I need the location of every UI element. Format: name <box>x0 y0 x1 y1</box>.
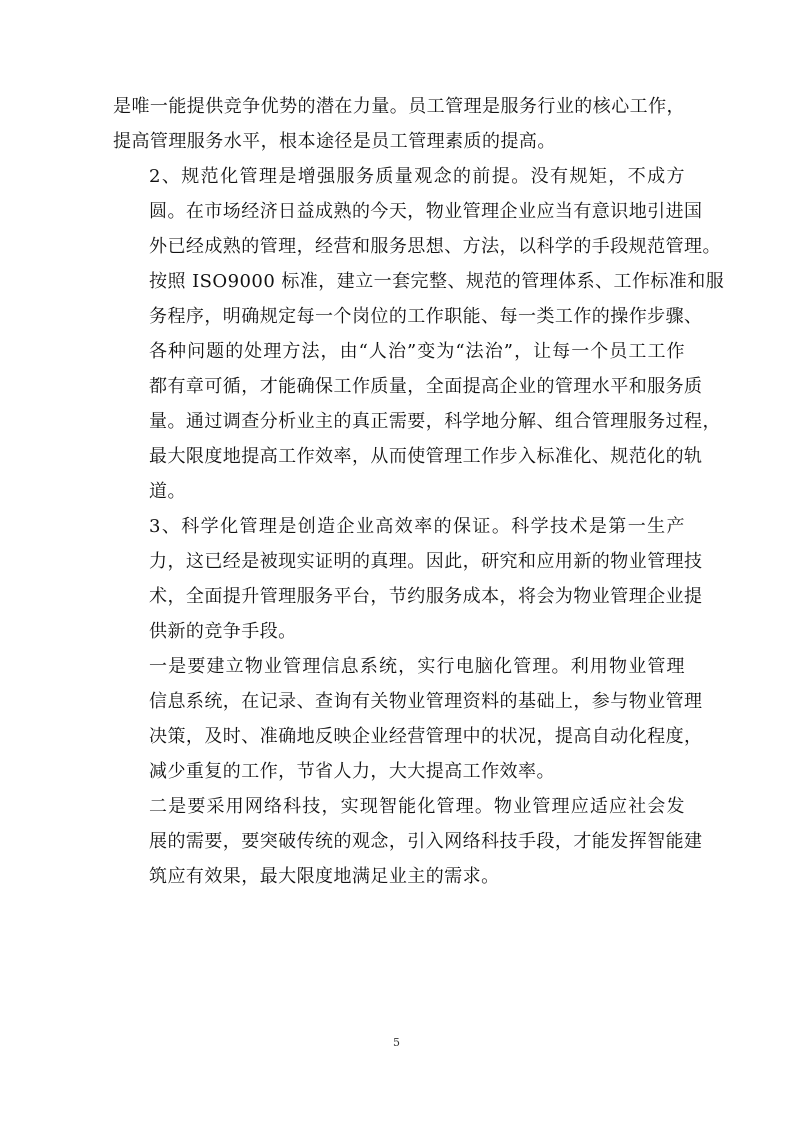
text-line: 术，全面提升管理服务平台，节约服务成本，将会为物业管理企业提 <box>149 586 703 607</box>
paragraph-p3 <box>113 509 703 649</box>
text-line: 决策，及时、准确地反映企业经营管理中的状况，提高自动化程度， <box>149 726 703 747</box>
text-line: 信息系统，在记录、查询有关物业管理资料的基础上，参与物业管理 <box>149 691 703 712</box>
text-line: 3、科学化管理是创造企业高效率的保证。科学技术是第一生产 <box>149 516 685 537</box>
text-line: 二是要采用网络科技，实现智能化管理。物业管理应适应社会发 <box>149 796 685 817</box>
text-line: 一是要建立物业管理信息系统，实行电脑化管理。利用物业管理 <box>149 656 685 677</box>
paragraph-p4 <box>113 649 703 789</box>
text-line: 量。通过调查分析业主的真正需要，科学地分解、组合管理服务过程， <box>149 411 721 432</box>
text-line: 提高管理服务水平，根本途径是员工管理素质的提高。 <box>113 131 556 152</box>
text-line: 道。 <box>149 481 186 502</box>
text-line: 圆。在市场经济日益成熟的今天，物业管理企业应当有意识地引进国 <box>149 201 703 222</box>
text-line: 都有章可循，才能确保工作质量，全面提高企业的管理水平和服务质 <box>149 376 703 397</box>
document-body <box>113 89 725 894</box>
text-line: 各种问题的处理方法，由“人治”变为“法治”，让每一个员工工作 <box>149 341 685 362</box>
text-line: 按照 ISO9000 标准，建立一套完整、规范的管理体系、工作标准和服 <box>149 271 725 292</box>
text-line: 筑应有效果，最大限度地满足业主的需求。 <box>149 866 500 887</box>
text-line: 力，这已经是被现实证明的真理。因此，研究和应用新的物业管理技 <box>149 551 703 572</box>
text-line: 供新的竞争手段。 <box>149 621 297 642</box>
paragraph-p5 <box>113 789 703 894</box>
paragraph-p1 <box>113 89 685 159</box>
text-line: 外已经成熟的管理，经营和服务思想、方法，以科学的手段规范管理。 <box>149 236 721 257</box>
text-line: 2、规范化管理是增强服务质量观念的前提。没有规矩，不成方 <box>149 166 685 187</box>
text-line: 务程序，明确规定每一个岗位的工作职能、每一类工作的操作步骤、 <box>149 306 703 327</box>
paragraph-p2 <box>113 159 725 509</box>
text-line: 最大限度地提高工作效率，从而使管理工作步入标准化、规范化的轨 <box>149 446 703 467</box>
text-line: 是唯一能提供竞争优势的潜在力量。员工管理是服务行业的核心工作， <box>113 96 685 117</box>
text-line: 减少重复的工作，节省人力，大大提高工作效率。 <box>149 761 555 782</box>
page-number: 5 <box>393 1036 400 1049</box>
text-line: 展的需要，要突破传统的观念，引入网络科技手段，才能发挥智能建 <box>149 831 703 852</box>
